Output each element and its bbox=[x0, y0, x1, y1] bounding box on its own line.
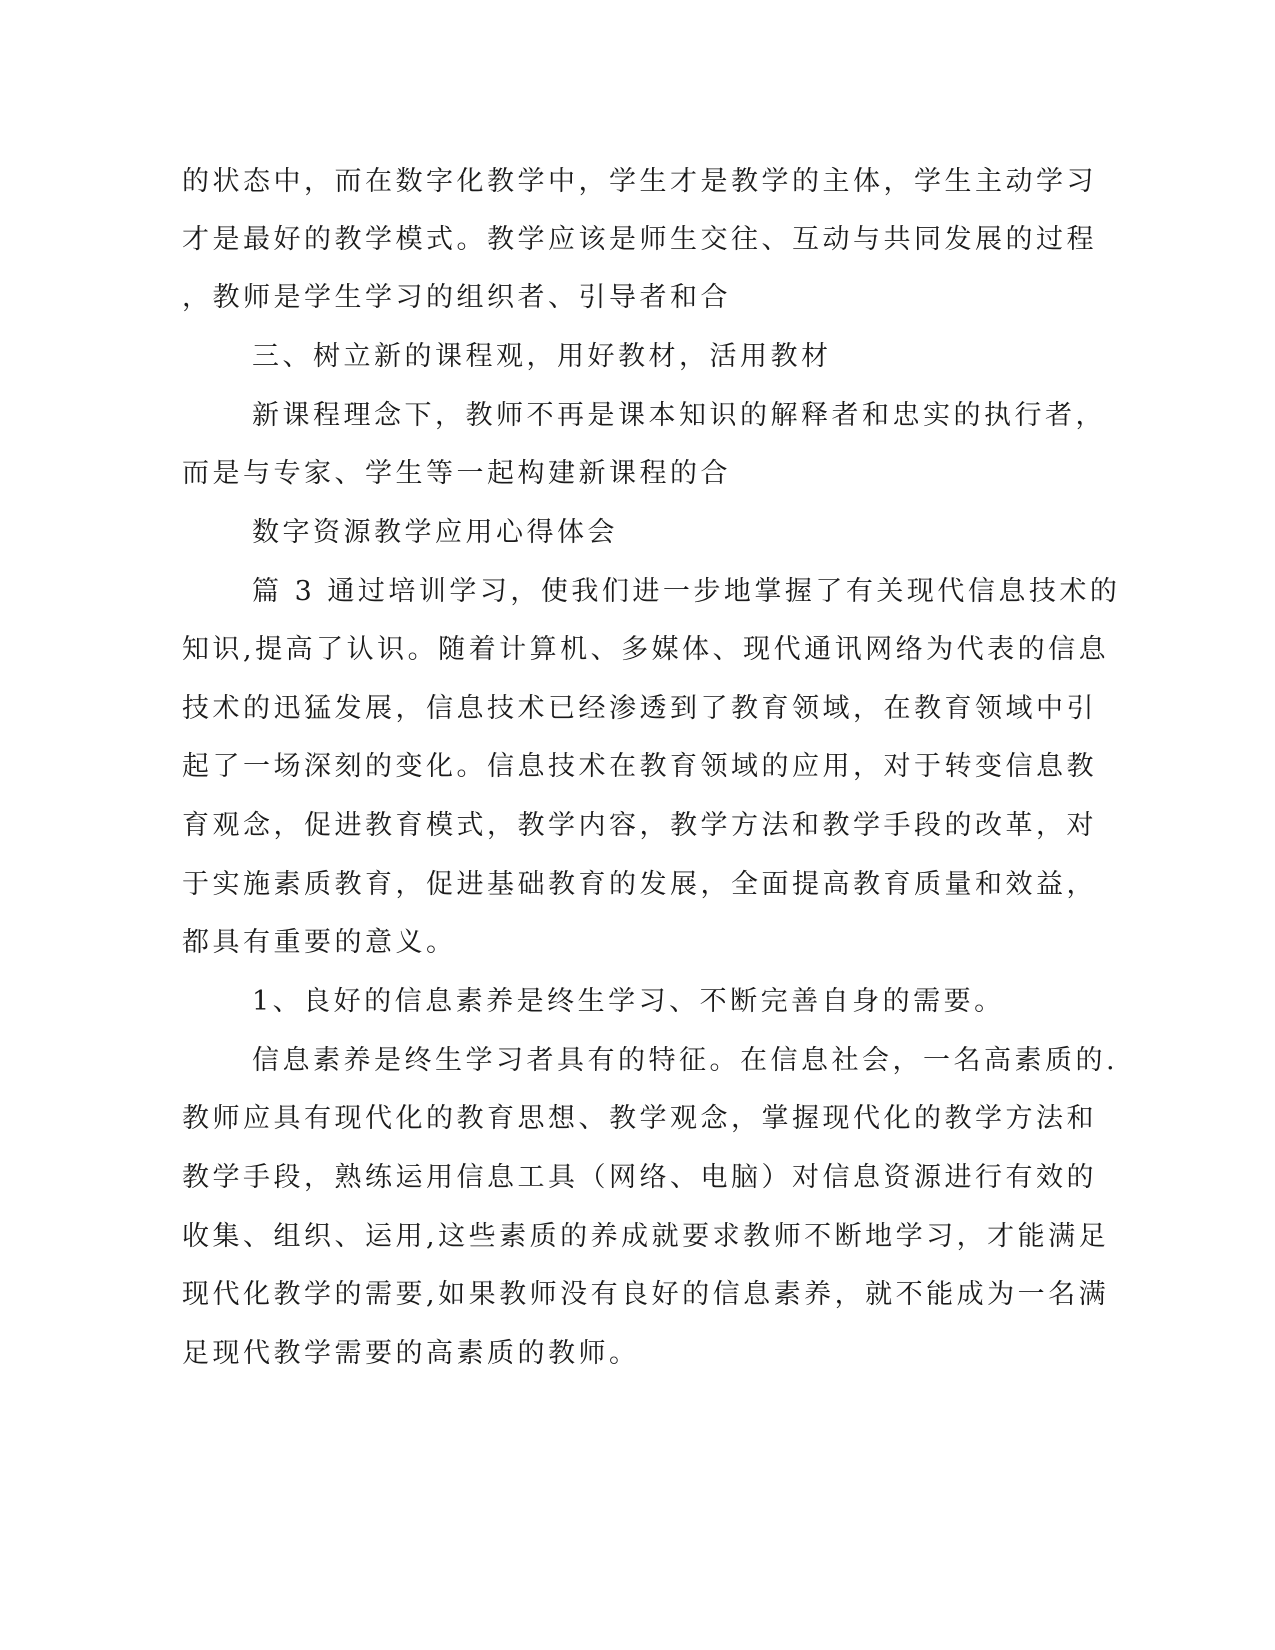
text-line: 技术的迅猛发展，信息技术已经渗透到了教育领域，在教育领域中引 bbox=[182, 693, 1097, 724]
text-line: 篇 3 通过培训学习，使我们进一步地掌握了有关现代信息技术的 bbox=[252, 576, 1121, 607]
section-heading: 三、树立新的课程观，用好教材，活用教材 bbox=[252, 341, 832, 372]
text-line: 信息素养是终生学习者具有的特征。在信息社会，一名高素质的. bbox=[252, 1045, 1119, 1076]
text-line: 足现代教学需要的高素质的教师。 bbox=[182, 1338, 640, 1369]
text-line: 起了一场深刻的变化。信息技术在教育领域的应用，对于转变信息教 bbox=[182, 751, 1097, 782]
text-line: 育观念，促进教育模式，教学内容，教学方法和教学手段的改革，对 bbox=[182, 810, 1097, 841]
text-line: 的状态中，而在数字化教学中，学生才是教学的主体，学生主动学习 bbox=[182, 166, 1097, 197]
text-line: 于实施素质教育，促进基础教育的发展，全面提高教育质量和效益， bbox=[182, 869, 1097, 900]
text-line: 都具有重要的意义。 bbox=[182, 927, 457, 958]
text-line: 教学手段，熟练运用信息工具（网络、电脑）对信息资源进行有效的 bbox=[182, 1162, 1097, 1193]
text-line: 新课程理念下，教师不再是课本知识的解释者和忠实的执行者， bbox=[252, 400, 1106, 431]
document-title: 数字资源教学应用心得体会 bbox=[252, 517, 618, 548]
text-line: 教师应具有现代化的教育思想、教学观念，掌握现代化的教学方法和 bbox=[182, 1103, 1097, 1134]
text-line: 现代化教学的需要,如果教师没有良好的信息素养，就不能成为一名满 bbox=[182, 1279, 1110, 1310]
text-line: 而是与专家、学生等一起构建新课程的合 bbox=[182, 458, 731, 489]
text-line: 收集、组织、运用,这些素质的养成就要求教师不断地学习，才能满足 bbox=[182, 1221, 1110, 1252]
section-heading: 1、良好的信息素养是终生学习、不断完善自身的需要。 bbox=[252, 986, 1005, 1017]
text-line: 知识,提高了认识。随着计算机、多媒体、现代通讯网络为代表的信息 bbox=[182, 634, 1110, 665]
text-line: ，教师是学生学习的组织者、引导者和合 bbox=[182, 282, 731, 313]
text-line: 才是最好的教学模式。教学应该是师生交往、互动与共同发展的过程 bbox=[182, 224, 1097, 255]
